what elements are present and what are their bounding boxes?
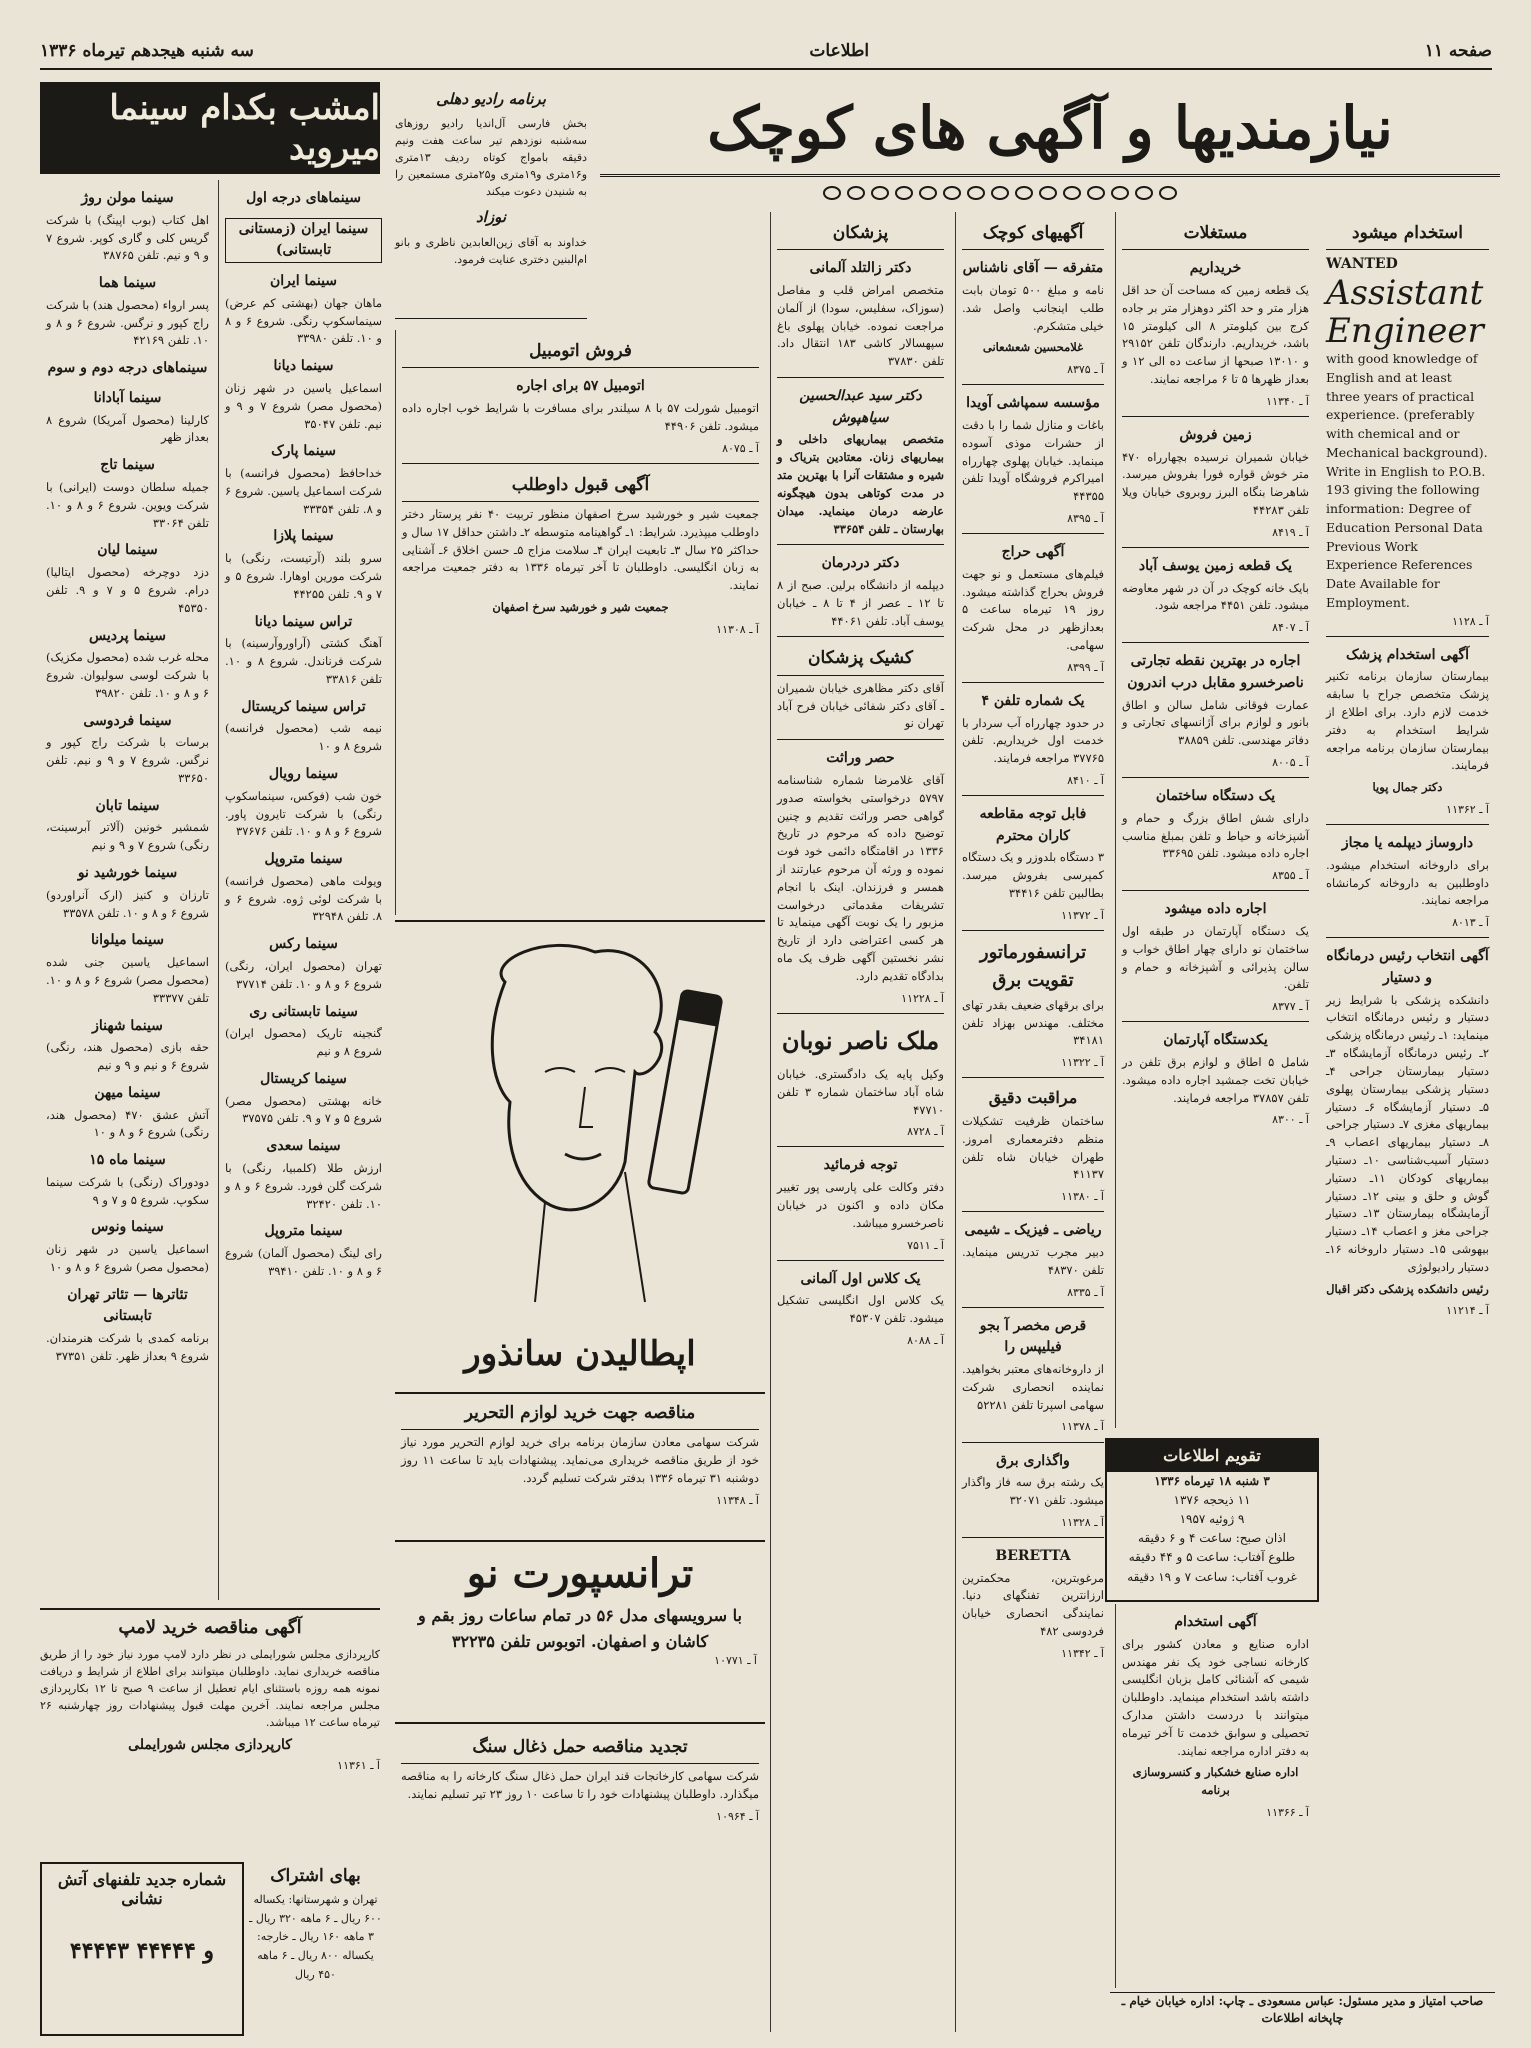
ad-code: آ ـ ۸۳۷۷ [1272,1000,1309,1014]
cinema-text: خون شب (فوکس، سینماسکوپ رنگی) با شرکت تایرون پاور. شروع ۶ و ۸ و ۱۰. تلفن ۳۷۶۷۶ [225,788,382,839]
ad-text: عمارت فوقانی شامل سالن و اطاق بانور و لوازم برای آژانسهای تجارتی و دفاتر مهندسی. تلفن ۳۸۸۵۹ [1122,697,1309,748]
cinema-name: سینما متروپل [264,851,343,868]
cinema-entry [46,358,209,380]
cinema-name: سینما ایران [269,273,338,290]
calendar-line: غروب آفتاب: ساعت ۷ و ۱۹ دقیقه [1127,1569,1297,1584]
ad-title: BERETTA [995,1547,1071,1564]
column-small-ads [955,212,1110,2032]
cinema-text: دزد دوچرخه (محصول ایتالیا) درام. شروع ۵ و ۷ و ۹. تلفن ۴۵۳۵۰ [46,565,209,615]
cinema-name: سینما ماه ۱۵ [89,1152,166,1169]
cinema-text: برسات با شرکت راج کپور و نرگس. شروع ۷ و ۹ و نیم. تلفن ۳۳۶۵۰ [46,735,209,785]
face-illustration [395,922,765,1322]
wanted-ad [1326,254,1489,612]
page-header [40,34,1492,70]
cinema-entry [225,612,382,689]
cinema-text: ویولت ماهی (محصول فرانسه) با شرکت لوئی ژوه. شروع ۶ و ۸. تلفن ۳۲۹۴۸ [225,873,382,924]
cinema-text: نیمه شب (محصول فرانسه) شروع ۸ و ۱۰ [225,721,382,754]
ad-code: آ ـ ۸۰۷۵ [722,441,759,455]
ad-text: یک کلاس اول انگلیسی تشکیل میشود. تلفن ۴۵۳۰۷ [777,1293,944,1326]
fire-phone-number: ۴۴۴۴۳ و ۴۴۴۴۴ [69,1938,215,1964]
ad-title: ملک ناصر نوبان [781,1025,940,1055]
ad-text: دبیر مجرب تدریس مینماید. تلفن ۴۸۳۷۰ [962,1245,1104,1277]
cinema-text: حقه بازی (محصول هند، رنگی) شروع ۶ و نیم و ۹ و نیم [46,1040,209,1072]
ad-code: آ ـ ۱۱۳۶۶ [1266,1806,1309,1819]
cinema-entry [225,764,382,841]
cinema-text: پسر ارواء (محصول هند) با شرکت راج کپور و نرگس. شروع ۶ و ۸ و ۱۰. تلفن ۴۲۱۶۹ [46,297,209,348]
ad-title: آگهی استخدام پزشک [1345,646,1470,663]
ad-title: ترانسفورماتور تقویت برق [979,941,1087,991]
ad-code: آ ـ ۱۱۳۴۸ [716,1493,759,1507]
ad-code: آ ـ ۱۱۲۲۸ [901,991,944,1005]
cinema-name: سینما رکس [269,936,338,953]
cinema-name: سینما خورشید نو [77,865,178,882]
ad-text: یک قطعه زمین که مساحت آن حد اقل هزار متر و حد اکثر دوهزار متر بر جاده کرج بین کیلومتر ۸ الی کیلومتر ۱۵ باشد، خریداریم. دارندگان تلفن ۲۹۱۵۲ و ۱۳۰۱۰ صبحها از ساعت ده الی ۱۲ و بعداز ظهرها ۵ تا ۶ مراجعه نمایند. [1122,283,1309,387]
cinema-entry [46,455,209,532]
ad-text: دفتر وکالت علی پارسی پور تغییر مکان داده و اکنون در خیابان ناصرخسرو میباشد. [777,1180,944,1230]
ad-title: کشیک پزشکان [777,645,944,675]
ad-code: آ ـ ۱۱۳۲۲ [1061,1056,1104,1070]
cinema-name: سینما پلازا [273,528,334,545]
ad-title: داروساز دیپلمه یا مجاز [1341,835,1474,852]
cinema-name: سینما ونوس [91,1219,164,1236]
cinema-text: کارلینا (محصول آمریکا) شروع ۸ بعداز ظهر [46,412,209,445]
cinema-name: سینما کریستال [260,1070,347,1087]
cinema-text: آتش عشق ۴۷۰ (محصول هند، رنگی) شروع ۶ و ۸ و ۱۰ [46,1107,209,1140]
cinema-name: سینما شهناز [92,1017,163,1034]
cinema-name: سینما سعدی [266,1138,341,1155]
ad-title: یک کلاس اول آلمانی [800,1270,921,1287]
ad-text: فیلم‌های مستعمل و نو جهت فروش بحراج گذاشته میشود. روز ۱۹ تیرماه ساعت ۵ بعدازظهر در محل شرکت سهامی. [962,566,1104,653]
cinema-text: آهنگ کشتی (آراوروآرسینه) با شرکت فرناندل. شروع ۸ و ۱۰. تلفن ۳۳۸۱۶ [225,636,382,686]
transport-ad [395,1540,765,1724]
ad-title: یکدستگاه آپارتمان [1163,1032,1268,1049]
ad-code: آ ـ ۸۰۱۳ [1452,916,1489,930]
calendar-line: ۹ ژوئیه ۱۹۵۷ [1179,1511,1245,1526]
cinema-entry [46,540,209,617]
ad-text: از داروخانه‌های معتبر بخواهید. نماینده انحصاری شرکت سهامی اسپرتا تلفن ۵۲۲۸۱ [962,1362,1104,1412]
ad-text: نامه و مبلغ ۵۰۰ تومان بابت طلب اینجانب واصل شد. خیلی متشکرم. [962,283,1104,333]
cinema-entry [46,626,209,703]
doctors-title: پزشکان [777,220,944,250]
ad-code: آ ـ ۱۱۳۰۸ [716,622,759,636]
ad-text: اداره صنایع و معادن کشور برای کارخانه نساجی خود یک نفر مهندس شیمی که آشنائی کامل بزبان انگلیسی داشته باشد استخدام مینماید. داوطلبان میتوانند با دردست داشتن مدارک تحصیلی و سوابق خدمت تا آخر تیرماه به دفتر اداره مراجعه نمایند. [1122,1636,1309,1758]
radio-title: برنامه رادیو دهلی [436,90,546,108]
ad-text: دارای شش اطاق بزرگ و حمام و آشپزخانه و حیاط و تلفن بمبلغ مناسب اجاره داده میشود. تلفن ۳۳۶۹۵ [1122,810,1309,861]
cinema-entry [46,1083,209,1142]
cinema-name: تراس سینما کریستال [241,698,366,715]
calendar-line: اذان صبح: ساعت ۴ و ۶ دقیقه [1138,1531,1286,1546]
ad-code: آ ـ ۸۴۱۰ [1067,774,1104,788]
ad-sign: غلامحسین شعشعانی [982,340,1084,355]
ad-code: آ ـ ۸۳۳۵ [1067,1285,1104,1299]
ad-title: توجه فرمائید [823,1157,898,1174]
calendar-line: ۳ شنبه ۱۸ تیرماه ۱۳۳۶ [1154,1473,1270,1488]
ad-title: مؤسسه سمپاشی آویدا [966,395,1100,412]
ad-code: آ ـ ۱۱۳۴۰ [1266,394,1309,408]
ad-text: بایک خانه کوچک در آن در شهر معاوضه میشود. تلفن ۴۴۵۱ مراجعه شود. [1122,580,1309,613]
ad-sign: جمعیت شیر و خورشید سرخ اصفهان [492,600,669,615]
ad-code: آ ـ ۱۱۳۶۲ [1446,803,1489,817]
cinema-text: برنامه کمدی با شرکت هنرمندان. شروع ۹ بعداز ظهر. تلفن ۳۷۳۵۱ [46,1331,209,1363]
ad-text: یک رشته برق سه فاز واگذار میشود. تلفن ۳۲۰۷۱ [962,1475,1104,1508]
cinema-name: سینما تابستانی ری [249,1003,358,1020]
calendar-title: تقویم اطلاعات [1107,1440,1317,1472]
ad-code: آ ـ ۸۳۹۹ [1067,660,1104,674]
subscription-title: بهای اشتراک [270,1866,361,1886]
cinema-entry [225,1069,382,1128]
cinema-entry [225,697,382,756]
cinema-entry [225,441,382,518]
cinema-text: اسماعیل یاسین جنی شده (محصول مصر) شروع ۶ و ۸ و ۱۰. تلفن ۳۳۳۷۷ [46,955,209,1005]
cinema-entry [225,356,382,433]
ad-title: یک شماره تلفن ۴ [981,692,1085,709]
ad-text: ۳ دستگاه بلدوزر و یک دستگاه کمپرسی بفروش میرسد. بطالبین تلفن ۳۴۴۱۶ [962,850,1104,901]
cinema-name: سینما مولن روژ [81,190,174,206]
cinema-text: تارزان و کنیز (ارک آنراوردو) شروع ۶ و ۸ و ۱۰. تلفن ۳۳۵۷۸ [46,887,209,920]
ad-sign: اداره صنایع خشکبار و کنسروسازی برنامه [1132,1765,1299,1798]
cinema-entry [225,526,382,603]
real-estate-title: مستغلات [1122,220,1309,250]
wanted-body: with good knowledge of English and at least three years of practical experience. (preferably with chemical and or Mechanical background). Write in English to P.O.B. 193 giving the following information: Degree of Education Personal Data Previous Work Experience References Date Available for Employment. [1326,351,1488,610]
ad-text: در حدود چهارراه آب سردار با خدمت اول خریداریم. تلفن ۳۷۷۶۵ مراجعه فرمایند. [962,715,1104,766]
cinema-name: سینما آبادانا [93,389,162,406]
ad-code: آ ـ ۱۱۲۱۴ [1446,1304,1489,1318]
ad-text: وکیل پایه یک دادگستری. خیابان شاه آباد ساختمان شماره ۳ تلفن ۴۷۷۱۰ [777,1066,944,1117]
ad-title: دکتر زالتلد آلمانی [809,260,912,277]
ad-code: آ ـ ۱۱۳۲۸ [1061,1515,1104,1529]
ad-code: آ ـ ۱۱۳۷۲ [1061,908,1104,922]
ad-text: متخصص امراض قلب و مفاصل (سوزاک، سفلیس، سودا) از آلمان مراجعت نموده. خیابان پهلوی باغ سپهسالار کاشی ۱۸۳ انتقال داد. تلفن ۳۷۸۳۰ [777,283,944,369]
cinema-text: ارزش طلا (کلمبیا، رنگی) با شرکت گلن فورد. شروع ۶ و ۸ و ۱۰. تلفن ۳۲۴۲۰ [225,1160,382,1211]
cinema-name: تراس سینما دیانا [254,613,353,630]
ad-text: شرکت سهامی معادن سازمان برنامه برای خرید لوازم التحریر مورد نیاز خود از طریق مناقصه خریداری می‌نماید. پیشنهادات باید تا ساعت ۱۱ روز دوشنبه ۳۱ تیرماه ۱۳۳۶ بدفتر شرکت تسلیم گردد. [401,1435,759,1485]
ad-title: آگهی قبول داوطلب [402,472,759,502]
ad-title: اتومبیل ۵۷ برای اجاره [516,378,645,395]
cinema-entry [46,1016,209,1075]
calendar-line: ۱۱ ذیحجه ۱۳۷۶ [1173,1492,1251,1507]
cinema-entry [46,711,209,788]
cinema-name: سینما رویال [268,766,339,782]
cinema-entry [46,796,209,855]
ad-title: قرص مخصر آ بجو فیلیپس را [979,1317,1087,1356]
ad-title: مراقبت دقیق [988,1088,1078,1108]
cinema-entry [46,1217,209,1276]
ad-title: حصر وراثت [826,750,895,767]
cinema-text: اسماعیل یاسین در شهر زنان (محصول مصر) شروع ۶ و ۸ و ۱۰ [46,1242,209,1274]
cinema-entry [225,849,382,926]
cinema-name: سینما متروپل [264,1223,343,1240]
ad-text: برای برقهای ضعیف بقدر تهای مختلف. مهندس بهزاد تلفن ۳۴۱۸۱ [962,997,1104,1048]
cinema-text: دودوراک (رنگی) با شرکت سینما سکوپ. شروع ۵ و ۷ و ۹ [46,1174,209,1207]
section-masthead: نیازمندیها و آگهی های کوچک [600,82,1500,177]
stationery-tender [395,1392,765,1537]
ad-code: آ ـ ۸۳۰۰ [1272,1113,1309,1127]
cinema-text: خانه بهشتی (محصول مصر) شروع ۵ و ۷ و ۹. تلفن ۳۷۵۷۵ [225,1093,382,1126]
coal-tender [395,1726,765,2032]
column-cinemas-first [218,180,388,1600]
cinema-name: سینما دیانا [273,358,334,375]
cinema-entry [46,188,209,265]
ad-title: فابل توجه مقاطعه کاران محترم [979,806,1087,844]
radio-text: بخش فارسی آل‌اندیا رادیو روزهای سه‌شنبه نوزدهم تیر ساعت هفت ونیم دقیقه بامواج کوتاه ردیف ۱۳‌متری و۱۶‌متری و۱۹‌متری و۲۵‌متری مستمعین را به شنیدن دعوت میکند [395,117,588,199]
ad-text: آقای غلامرضا شماره شناسنامه ۵۷۹۷ درخواستی بخواسته صدور گواهی حصر وراثت تقدیم و چنین توضیح داده که مرحوم در تاریخ ۱۳۳۶ در اقامتگاه دائمی خود فوت نموده و ورثه آن مرحوم عبارتند از همسر و فرزندان. اینک با انجام تشریفات مقدماتی درخواست مزبور را یک نوبت آگهی مینماید تا هر کسی اعتراضی دارد از تاریخ نشر نخستین آگهی ظرف یک ماه بدادگاه تقدیم دارد. [777,772,944,983]
small-ads-title: آگهیهای کوچک [962,220,1104,250]
ad-title: متفرقه — آقای ناشناس [962,260,1104,277]
cinema-entry [225,934,382,993]
cinema-entry [225,271,382,348]
ad-text: متخصص بیماریهای داخلی و بیماریهای زنان. معتادین بتریاک و شیره و مشتقات آنرا با بهترین متد در مدت کوتاهی بدون هیچگونه عارضه درمان مینماید. میدان بهارستان ـ تلفن ۳۳۶۵۴ [777,432,944,536]
ad-title: ریاضی ـ فیزیک ـ شیمی [964,1222,1102,1239]
cinema-text: سرو بلند (آرتیست، رنگی) با شرکت مورین اوهارا. شروع ۵ و ۷ و ۹. تلفن ۴۴۲۵۵ [225,551,382,601]
ad-code: آ ـ ۸۰۸۸ [907,1333,944,1347]
ad-title: مناقصه جهت خرید لوازم التحریر [401,1400,759,1430]
ad-text: دانشکده پزشکی با شرایط زیر دستیار و رئیس درمانگاه انتخاب مینماید: ۱ـ رئیس درمانگاه پزشکی ۲ـ رئیس درمانگاه آزمایشگاه ۳ـ دستیار بیمارستان جراحی ۴ـ دستیار پزشکی بیمارستان پهلوی ۵ـ دستیار آزمایشگاه ۶ـ دستیار بیماریهای مغزی ۷ـ دستیار جراحی ۸ـ دستیار بیماریهای اعصاب ۹ـ دستیار آسیب‌شناسی ۱۰ـ دستیار بیماریهای کودکان ۱۱ـ دستیار گوش و حلق و بینی ۱۲ـ دستیار آزمایشگاه بیمارستان ۱۳ـ دستیار جراحی مغز و اعصاب ۱۴ـ دستیار بیهوشی ۱۵ـ دستیار داروخانه ۱۶ـ دستیار رادیولوژی [1326,992,1490,1274]
ad-code: آ ـ ۱۱۳۴۲ [1061,1646,1104,1660]
ad-code: آ ـ ۷۵۱۱ [907,1238,944,1252]
ad-text: مرغوبترین، محکمترین ارزانترین تفنگهای دنیا. نمایندگی انحصاری خیابان فردوسی ۴۸۲ [962,1570,1104,1639]
cinema-entry [46,930,209,1007]
ad-title: دکتر سید عبدالحسین سیاهپوش [799,388,922,426]
ad-title: یک دستگاه ساختمان [1155,788,1276,805]
cinema-name: تئاترها — تئاتر تهران تابستانی [67,1286,188,1325]
cinema-entry [46,863,209,922]
ad-code: آ ـ ۸۳۹۵ [1067,512,1104,526]
ad-text: شامل ۵ اطاق و لوازم برق تلفن در خیابان تخت جمشید اجاره داده میشود. تلفن ۳۷۸۵۷ مراجعه فرمایند. [1122,1055,1310,1105]
cinema-name: سینما لیان [97,542,158,559]
ad-text: ساختمان ظرفیت تشکیلات منظم دفترمعماری امروز. طهران خیابان شاه تلفن ۴۱۱۳۷ [962,1114,1104,1182]
wanted-role: Assistant Engineer [1326,273,1484,351]
ad-code: آ ـ ۱۰۹۶۴ [716,1809,759,1823]
cinema-text: تهران (محصول ایران، رنگی) شروع ۶ و ۸ و ۱۰. تلفن ۳۷۷۱۴ [225,958,382,991]
ad-code: آ ـ ۸۳۵۵ [1272,869,1309,883]
ad-text: دیپلمه از دانشگاه برلین. صبح از ۸ تا ۱۲ ـ عصر از ۴ تا ۸ ـ خیابان یوسف آباد. تلفن ۴۴۰۶۱ [777,578,945,628]
ad-title: آگهی مناقصه خرید لامپ [118,1617,302,1638]
ad-code: آ ـ ۸۰۰۵ [1272,756,1309,770]
ad-text: شرکت سهامی کارخانجات قند ایران حمل ذغال سنگ کارخانه را به مناقصه میگذارد. داوطلبان پیشنهادات خود را تا ساعت ۱۰ روز ۲۳ تیر تسلیم نمایند. [401,1769,759,1802]
cinema-name: سینما میهن [94,1084,161,1101]
employment-title: استخدام میشود [1326,220,1489,250]
publisher-footer: صاحب امتیاز و مدیر مسئول: عباس مسعودی ـ چاپ: اداره خیابان خیام ـ چاپخانه اطلاعات [1110,1992,1495,2033]
ad-code: آ ـ ۸۴۱۹ [1272,525,1309,539]
cinema-name: سینما تابان [95,797,160,814]
subscription-text: تهران و شهرستانها: یکساله ۶۰۰ ریال ـ ۶ ماهه ۳۲۰ ریال ـ ۳ ماهه ۱۶۰ ریال ـ خارجه: یکساله ۸۰۰ ریال ـ ۶ ماهه ۴۵۰ ریال [249,1892,382,1981]
ad-code: آ ـ ۸۷۲۸ [907,1125,944,1139]
cinema-text: محله غرب شده (محصول مکزیک) با شرکت لوسی سولیوان. شروع ۶ و ۸ و ۱۰. تلفن ۳۹۸۲۰ [46,650,209,700]
ad-title: خریداریم [1189,260,1242,277]
ad-text: اتومبیل شورلت ۵۷ با ۸ سیلندر برای مسافرت با شرایط خوب اجاره داده میشود. تلفن ۴۴۹۰۶ [402,401,760,433]
ad-sign: رئیس دانشکده پزشکی دکتر اقبال [1326,1281,1489,1296]
newborn-title: نوزاد [475,208,506,227]
ad-title: تجدید مناقصه حمل ذغال سنگ [401,1734,759,1764]
page-number: صفحه ۱۱ [1424,41,1492,61]
ad-title: آگهی استخدام [1174,1614,1257,1630]
cinema-entry [46,273,209,350]
ad-code: آ ـ ۱۱۲۸ [1452,614,1489,628]
subscription-box [248,1862,383,2032]
employment-ad-bottom [1115,1604,1315,1988]
ad-title: دکتر دردرمان [821,555,900,572]
ad-code: آ ـ ۱۰۷۷۱ [714,1654,757,1668]
column-doctors [770,212,950,2032]
cinema-text: شمشیر خونین (آلاتر آبرسینت، رنگی) شروع ۷ و ۹ و نیم [46,820,209,853]
ad-text: خیابان شمیران نرسیده بچهارراه ۴۷۰ متر خوش قواره فورا بفروش میرسد. شاهرضا بنگاه البرز روبروی خیابان ویلا تلفن ۴۴۲۸۳ [1122,449,1309,518]
column-real-estate [1115,212,1315,1428]
cinema-name: سینما فردوسی [83,712,172,729]
ad-code: آ ـ ۱۱۳۸۰ [1061,1190,1104,1204]
cinema-text: رای لینگ (محصول آلمان) شروع ۶ و ۸ و ۱۰. تلفن ۳۹۴۱۰ [225,1246,382,1278]
ad-text: کارپردازی مجلس شورایملی در نظر دارد لامپ مورد نیاز خود را از طریق مناقصه خریداری نماید. داوطلبان میتوانند برای اطلاع از شرایط و دریافت نمونه همه روزه باستثنای ایام تعطیل از ساعت ۹ صبح تا ۱۲ بکارپردازی مجلس مراجعه نمایند. آخرین مهلت قبول پیشنهادات روز چهارشنبه ۲۶ تیرماه ساعت ۱۲ میباشد. [40,1647,380,1730]
cinema-name: سینما پردیس [88,627,166,644]
ad-title: آگهی انتخاب رئیس درمانگاه و دستیار [1326,948,1489,986]
ad-text: جمعیت شیر و خورشید سرخ اصفهان منظور تربیت ۴۰ نفر پرستار دختر داوطلب میپذیرد. شرایط: ۱ـ گواهینامه متوسطه ۲ـ داشتن حداقل ۱۷ سال و حداکثر ۲۵ سال ۳ـ تابعیت ایران ۴ـ سلامت مزاج ۵ـ حسن اخلاق ۶ـ آشنایی به زبان انگلیسی. داوطلبان تا آخر تیرماه ۱۳۳۶ به دفتر جمعیت مراجعه نمایند. [402,507,759,593]
cinema-entry [225,1221,382,1280]
cinema-text: ماهان جهان (بهشتی کم عرض) سینماسکوپ رنگی. شروع ۶ و ۸ و ۱۰. تلفن ۳۳۹۸۰ [225,295,382,346]
transport-title: ترانسپورت نو [466,1550,694,1597]
ad-text: بیمارستان سازمان برنامه تکنیر پزشک متخصص جراح با سابقه خدمت لازم دارد. برای اطلاع از شرایط استخدام به دفتر بیمارستان سازمان برنامه مراجعه فرمایند. [1326,669,1489,773]
ad-code: آ ـ ۱۱۳۷۸ [1061,1420,1104,1434]
ad-text: آقای دکتر مظاهری خیابان شمیران ـ آقای دکتر شفائی خیابان فرح آباد تهران نو [777,680,944,731]
cinema-banner: امشب بکدام سینما میروید [40,82,380,174]
cinema-name: سینما هما [98,275,157,292]
cinema-entry [46,1285,209,1366]
ad-title: یک قطعه زمین یوسف آباد [1138,557,1293,574]
fire-phone-box [40,1862,244,2036]
cinema-text: اسماعیل یاسین در شهر زنان (محصول مصر) شروع ۷ و ۹ و نیم. تلفن ۳۵۰۴۷ [225,380,382,431]
cinema-name: سینما پارک [271,443,336,460]
cars-title: فروش اتومبیل [402,338,759,368]
product-illustration [395,920,765,1394]
cinema-text: خداحافظ (محصول فرانسه) با شرکت اسماعیل یاسین. شروع ۶ و ۸. تلفن ۳۳۳۵۴ [225,466,382,516]
column-cars [395,330,765,915]
newborn-text: خداوند به آقای زین‌العابدین ناظری و بانو ام‌البنین دختری عنایت فرمود. [395,235,587,266]
fire-phone-title: شماره جدید تلفنهای آتش نشانی [57,1870,227,1908]
column-employment [1320,212,1495,2032]
ad-title: آگهی حراج [1001,544,1065,561]
cinema-name: سینما تاج [100,457,155,474]
calendar-box [1105,1438,1319,1602]
cinema-name: سینما میلوانا [90,932,165,949]
calendar-line: طلوع آفتاب: ساعت ۵ و ۴۴ دقیقه [1128,1550,1296,1565]
radio-program [395,88,587,319]
masthead-ornament [820,186,1180,204]
issue-date: سه شنبه هیجدهم تیرماه ۱۳۳۶ [40,41,254,61]
ad-sign: کارپردازی مجلس شورایملی [128,1737,292,1754]
paper-name: اطلاعات [809,41,870,61]
ad-title: زمین فروش [1179,426,1252,443]
cinema-text: گنجینه تاریک (محصول ایران) شروع ۸ و نیم [225,1026,382,1059]
ad-text: برای داروخانه استخدام میشود. داوطلبین به داروخانه کرمانشاه مراجعه نمایند. [1326,857,1489,908]
column-cinemas-second [40,180,215,1600]
cinema-entry [225,1136,382,1213]
ad-code: آ ـ ۱۱۳۶۱ [337,1758,380,1772]
lamp-tender [40,1608,380,1864]
cinema-section-subtitle: سینما ایران (زمستانی تابستانی) [225,218,382,263]
wanted-label: WANTED [1326,256,1398,273]
ad-text: باغات و منازل شما را با دقت از حشرات موذی آسوده مینماید. خیابان پهلوی چهارراه امیراکرم فروشگاه آویدا تلفن ۴۴۳۵۵ [962,418,1104,504]
cinema-text: جمیله سلطان دوست (ایرانی) با شرکت ویوین. شروع ۶ و ۸ و ۱۰. تلفن ۳۳۰۶۴ [46,479,210,530]
product-brand: اپطالیدن سانذور [464,1334,696,1374]
cinema-section-title: سینماهای درجه اول [246,190,361,206]
transport-text: با سرویسهای مدل ۵۶ در تمام ساعات روز بقم و کاشان و اصفهان. اتوبوس تلفن ۳۲۲۳۵ [418,1606,742,1651]
cinema-text: اهل کتاب (بوب اپینگ) با شرکت گریس کلی و گاری کوپر. شروع ۷ و ۹ و نیم. تلفن ۳۸۷۶۵ [46,212,209,263]
ad-sign: دکتر جمال پویا [1372,780,1443,795]
ad-code: آ ـ ۸۴۰۷ [1272,621,1309,635]
cinema-entry [225,1002,382,1061]
cinema-entry [46,1150,209,1209]
cinema-name: سینماهای درجه دوم و سوم [47,360,208,377]
ad-title: اجاره در بهترین نقطه تجارتی ناصرخسرو مقابل درب اندرون [1127,653,1304,691]
ad-text: یک دستگاه آپارتمان در طبقه اول ساختمان نو دارای چهار اطاق خواب و سالن پذیرائی و آشپزخانه و حمام و تلفن. [1122,924,1309,992]
ad-code: آ ـ ۸۳۷۵ [1067,363,1104,377]
ad-title: اجاره داده میشود [1164,901,1267,918]
cinema-entry [46,388,209,447]
ad-title: واگذاری برق [996,1452,1070,1469]
